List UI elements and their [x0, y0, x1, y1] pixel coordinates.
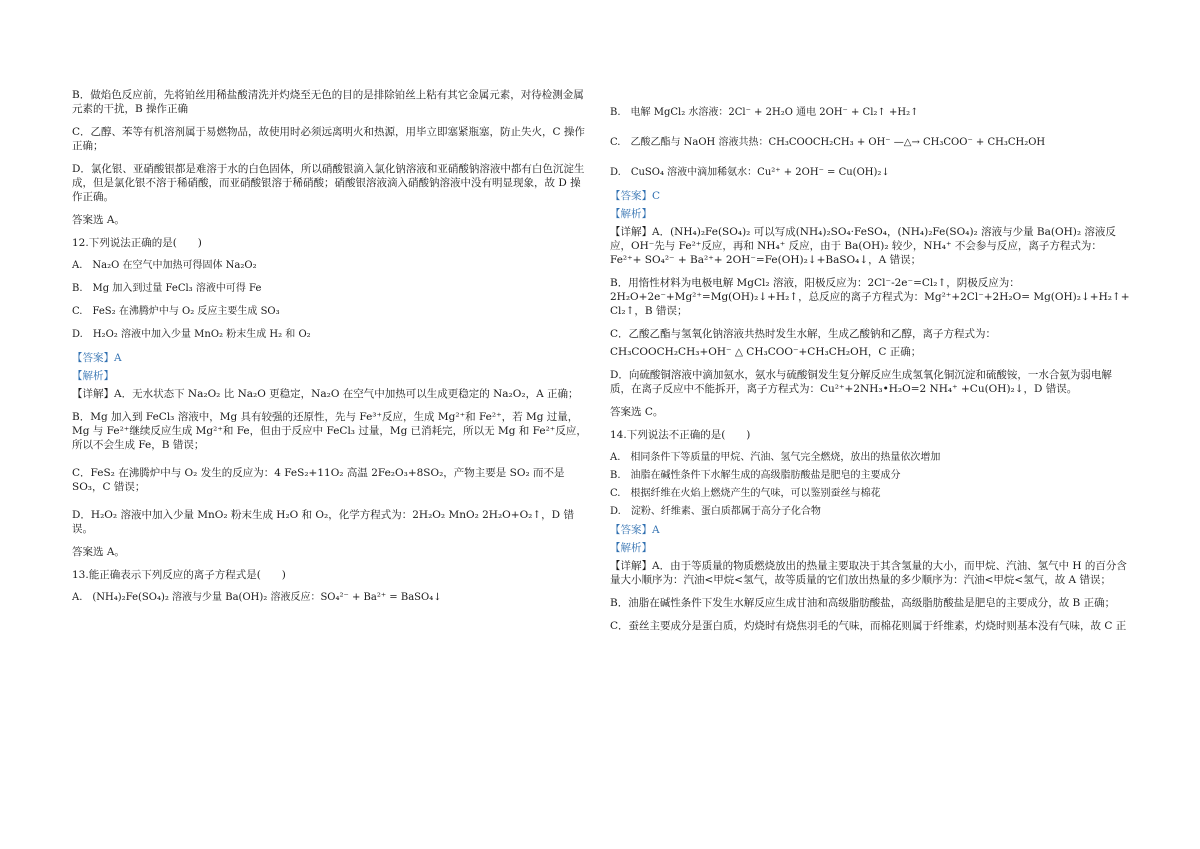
- option-c: C. 乙酸乙酯与 NaOH 溶液共热：CH₃COOCH₂CH₃ + OH⁻ —△→ CH₃COO⁻ + CH₃CH₂OH: [610, 137, 1046, 148]
- answer-label: 【答案】A: [72, 352, 122, 364]
- text-line: C．乙酸乙酯与氢氧化钠溶液共热时发生水解，生成乙酸钠和乙醇，离子方程式为：: [610, 328, 997, 340]
- text-line: C．蚕丝主要成分是蛋白质，灼烧时有烧焦羽毛的气味，而棉花则属于纤维素，灼烧时则基本没有气味，故 C 正: [610, 620, 1127, 632]
- option-c: C. FeS₂ 在沸腾炉中与 O₂ 反应主要生成 SO₃: [72, 306, 280, 317]
- option-d: D. 淀粉、纤维素、蛋白质都属于高分子化合物: [610, 506, 821, 517]
- option-b: B. 电解 MgCl₂ 水溶液：2Cl⁻ + 2H₂O 通电 2OH⁻ + Cl₂↑ +H₂↑: [610, 107, 919, 118]
- question-title: 14.下列说法不正确的是( ): [610, 429, 751, 441]
- analysis-label: 【解析】: [72, 370, 114, 382]
- analysis-label: 【解析】: [610, 542, 652, 554]
- option-c: C. 根据纤维在火焰上燃烧产生的气味，可以鉴别蚕丝与棉花: [610, 488, 881, 499]
- option-d: D. H₂O₂ 溶液中加入少量 MnO₂ 粉末生成 H₂ 和 O₂: [72, 329, 311, 340]
- option-d: D. CuSO₄ 溶液中滴加稀氨水：Cu²⁺ + 2OH⁻ = Cu(OH)₂↓: [610, 167, 890, 178]
- text-line: D．氯化银、亚硝酸银都是难溶于水的白色固体，所以硝酸银滴入氯化钠溶液和亚硝酸钠溶液中都有白色沉淀生成，但是氯化银不溶于稀硝酸，而亚硝酸银溶于稀硝酸；硝酸银溶液滴入硝酸钠溶液中没有明显现象，故 D 操作正确。: [72, 163, 585, 203]
- text-line: 答案选 A。: [72, 214, 125, 226]
- text-line: B．Mg 加入到 FeCl₃ 溶液中，Mg 具有较强的还原性，先与 Fe³⁺反应，生成 Mg²⁺和 Fe²⁺，若 Mg 过量，Mg 与 Fe²⁺继续反应生成 Mg²⁺和 Fe，但由于反应中 FeCl₃ 过量，Mg 已消耗完，所以无 Mg 和 Fe²⁺反应，所以不会生成 Fe，B 错误；: [72, 411, 587, 451]
- equation-line: CH₃COOCH₂CH₃+OH⁻ △ CH₃COO⁻+CH₃CH₂OH，C 正确；: [610, 346, 922, 358]
- left-column: [72, 88, 590, 614]
- right-column: [610, 106, 1130, 642]
- option-a: A. (NH₄)₂Fe(SO₄)₂ 溶液与少量 Ba(OH)₂ 溶液反应：SO₄²⁻ + Ba²⁺ = BaSO₄↓: [72, 592, 442, 603]
- text-line: B．做焰色反应前，先将铂丝用稀盐酸清洗并灼烧至无色的目的是排除铂丝上粘有其它金属元素，对待检测金属元素的干扰，B 操作正确: [72, 89, 584, 115]
- text-line: 答案选 C。: [610, 406, 664, 418]
- equation-line: D．H₂O₂ 溶液中加入少量 MnO₂ 粉末生成 H₂O 和 O₂，化学方程式为：2H₂O₂ MnO₂ 2H₂O+O₂↑，D 错误。: [72, 509, 574, 535]
- answer-label: 【答案】C: [610, 190, 661, 202]
- question-title: 12.下列说法正确的是( ): [72, 237, 202, 249]
- option-a: A. 相同条件下等质量的甲烷、汽油、氢气完全燃烧，放出的热量依次增加: [610, 452, 941, 463]
- text-line: 【详解】A．无水状态下 Na₂O₂ 比 Na₂O 更稳定，Na₂O 在空气中加热可以生成更稳定的 Na₂O₂，A 正确；: [72, 388, 579, 400]
- text-line: 答案选 A。: [72, 546, 125, 558]
- analysis-label: 【解析】: [610, 208, 652, 220]
- answer-label: 【答案】A: [610, 524, 660, 536]
- option-b: B. Mg 加入到过量 FeCl₃ 溶液中可得 Fe: [72, 283, 262, 294]
- option-a: A. Na₂O 在空气中加热可得固体 Na₂O₂: [72, 260, 257, 271]
- text-line: B．油脂在碱性条件下发生水解反应生成甘油和高级脂肪酸盐，高级脂肪酸盐是肥皂的主要成分，故 B 正确；: [610, 597, 1116, 609]
- text-line: 【详解】A．(NH₄)₂Fe(SO₄)₂ 可以写成(NH₄)₂SO₄·FeSO₄，(NH₄)₂Fe(SO₄)₂ 溶液与少量 Ba(OH)₂ 溶液反应，OH⁻先与 Fe²⁺反应，再和 NH₄⁺ 反应，由于 Ba(OH)₂ 较少，NH₄⁺ 不会参与反应，离子方程式为：Fe²⁺+ SO₄²⁻ + Ba²⁺+ 2OH⁻=Fe(OH)₂↓+BaSO₄↓，A 错误；: [610, 226, 1116, 266]
- text-line: 【详解】A．由于等质量的物质燃烧放出的热量主要取决于其含氢量的大小，而甲烷、汽油、氢气中 H 的百分含量大小顺序为：汽油<甲烷<氢气，故等质量的它们放出热量的多少顺序为：汽油<甲烷<氢气，故 A 错误；: [610, 560, 1127, 586]
- text-line: C．乙醇、苯等有机溶剂属于易燃物品，故使用时必须远离明火和热源，用毕立即塞紧瓶塞，防止失火，C 操作正确；: [72, 126, 585, 152]
- question-title: 13.能正确表示下列反应的离子方程式是( ): [72, 569, 286, 581]
- option-b: B. 油脂在碱性条件下水解生成的高级脂肪酸盐是肥皂的主要成分: [610, 470, 901, 481]
- text-line: B．用惰性材料为电极电解 MgCl₂ 溶液，阳极反应为：2Cl⁻-2e⁻=Cl₂↑，阴极反应为：2H₂O+2e⁻+Mg²⁺=Mg(OH)₂↓+H₂↑，总反应的离子方程式为：Mg²⁺+2Cl⁻+2H₂O= Mg(OH)₂↓+H₂↑+ Cl₂↑，B 错误；: [610, 277, 1130, 317]
- equation-line: C．FeS₂ 在沸腾炉中与 O₂ 发生的反应为：4 FeS₂+11O₂ 高温 2Fe₂O₃+8SO₂，产物主要是 SO₂ 而不是 SO₃，C 错误；: [72, 467, 565, 493]
- text-line: D．向硫酸铜溶液中滴加氨水，氨水与硫酸铜发生复分解反应生成氢氧化铜沉淀和硫酸铵，一水合氨为弱电解质，在离子反应中不能拆开，离子方程式为：Cu²⁺+2NH₃•H₂O=2 NH₄⁺ +Cu(OH)₂↓，D 错误。: [610, 369, 1112, 395]
